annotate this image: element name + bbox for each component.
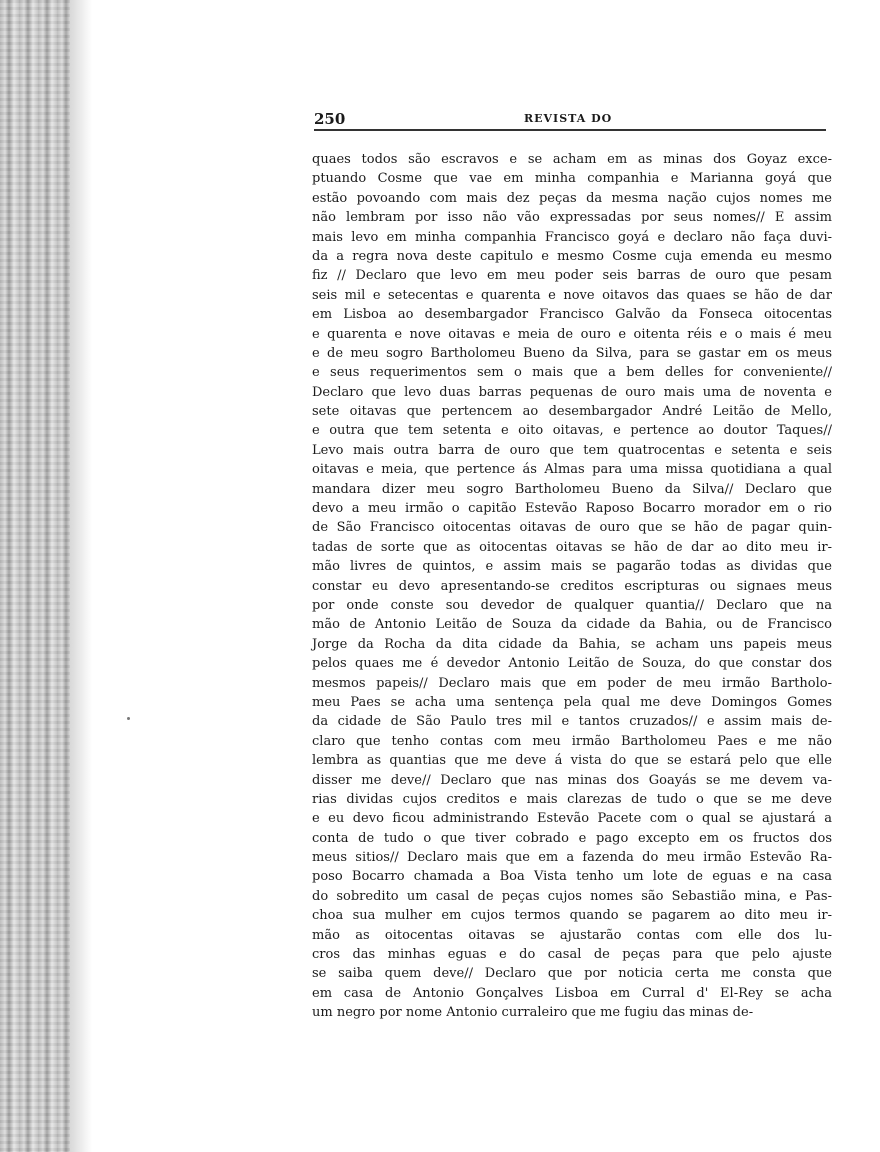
text-line: da a regra nova deste capitulo e mesmo Cosme cuja emenda eu mesmo <box>312 248 832 264</box>
text-line: Levo mais outra barra de ouro que tem quatrocentas e setenta e seis <box>312 442 832 458</box>
text-line: pelos quaes me é devedor Antonio Leitão de Souza, do que constar dos <box>312 656 832 672</box>
text-line: choa sua mulher em cujos termos quando se pagarem ao dito meu ir- <box>312 908 832 924</box>
text-line: por onde conste sou devedor de qualquer quantia// Declaro que na <box>312 597 832 613</box>
text-line: em casa de Antonio Gonçalves Lisboa em Curral d' El-Rey se acha <box>312 985 832 1001</box>
text-line: rias dividas cujos creditos e mais clarezas de tudo o que se me deve <box>312 791 832 807</box>
text-line: constar eu devo apresentando-se creditos escripturas ou signaes meus <box>312 578 832 594</box>
text-line: poso Bocarro chamada a Boa Vista tenho um lote de eguas e na casa <box>312 869 832 885</box>
text-line: meus sitios// Declaro mais que em a fazenda do meu irmão Estevão Ra- <box>312 850 832 866</box>
text-line: e eu devo ficou administrando Estevão Pacete com o qual se ajustará a <box>312 811 832 827</box>
body-text <box>312 150 832 1023</box>
text-line: meu Paes se acha uma sentença pela qual me deve Domingos Gomes <box>312 694 832 710</box>
text-line: disser me deve// Declaro que nas minas dos Goayás se me devem va- <box>312 772 832 788</box>
text-line: claro que tenho contas com meu irmão Bartholomeu Paes e me não <box>312 733 832 749</box>
text-line: da cidade de São Paulo tres mil e tantos cruzados// e assim mais de- <box>312 714 832 730</box>
text-line: cros das minhas eguas e do casal de peças para que pelo ajuste <box>312 947 832 963</box>
text-line: mão livres de quintos, e assim mais se pagarão todas as dividas que <box>312 559 832 575</box>
text-line: não lembram por isso não vão expressadas por seus nomes// E assim <box>312 210 832 226</box>
text-line: mesmos papeis// Declaro mais que em poder de meu irmão Bartholo- <box>312 675 832 691</box>
running-title: REVISTA DO <box>524 112 613 125</box>
text-line: seis mil e setecentas e quarenta e nove oitavos das quaes se hão de dar <box>312 287 832 303</box>
text-line: conta de tudo o que tiver cobrado e pago excepto em os fructos dos <box>312 830 832 846</box>
book-spine-edge <box>0 0 70 1152</box>
text-line: Jorge da Rocha da dita cidade da Bahia, se acham uns papeis meus <box>312 636 832 652</box>
text-line: mandara dizer meu sogro Bartholomeu Bueno da Silva// Declaro que <box>312 481 832 497</box>
page-gutter-shadow <box>70 0 92 1152</box>
text-line: do sobredito um casal de peças cujos nomes são Sebastião mina, e Pas- <box>312 888 832 904</box>
page-header <box>314 110 826 130</box>
text-line: um negro por nome Antonio curraleiro que me fugiu das minas de- <box>312 1005 754 1021</box>
paper-speck <box>127 717 130 720</box>
text-line: de São Francisco oitocentas oitavas de ouro que se hão de pagar quin- <box>312 520 832 536</box>
text-line: e seus requerimentos sem o mais que a bem delles for conveniente// <box>312 365 832 381</box>
text-line: tadas de sorte que as oitocentas oitavas se hão de dar ao dito meu ir- <box>312 539 832 555</box>
text-line: mão de Antonio Leitão de Souza da cidade da Bahia, ou de Francisco <box>312 617 832 633</box>
text-line: fiz // Declaro que levo em meu poder seis barras de ouro que pesam <box>312 268 832 284</box>
text-line: lembra as quantias que me deve á vista do que se estará pelo que elle <box>312 753 832 769</box>
header-rule <box>314 129 826 131</box>
text-line: sete oitavas que pertencem ao desembargador André Leitão de Mello, <box>312 404 832 420</box>
text-line: devo a meu irmão o capitão Estevão Raposo Bocarro morador em o rio <box>312 501 832 517</box>
text-line: Declaro que levo duas barras pequenas de ouro mais uma de noventa e <box>312 384 832 400</box>
text-line: oitavas e meia, que pertence ás Almas para uma missa quotidiana a qual <box>312 462 832 478</box>
text-line: se saiba quem deve// Declaro que por noticia certa me consta que <box>312 966 832 982</box>
text-line: mão as oitocentas oitavas se ajustarão contas com elle dos lu- <box>312 927 832 943</box>
text-line: quaes todos são escravos e se acham em as minas dos Goyaz exce- <box>312 152 832 167</box>
text-line: estão povoando com mais dez peças da mesma nação cujos nomes me <box>312 190 832 206</box>
text-line: mais levo em minha companhia Francisco goyá e declaro não faça duvi- <box>312 229 832 245</box>
text-line: em Lisboa ao desembargador Francisco Galvão da Fonseca oitocentas <box>312 307 832 323</box>
text-line: e de meu sogro Bartholomeu Bueno da Silva, para se gastar em os meus <box>312 345 832 361</box>
page-number: 250 <box>314 110 346 128</box>
text-line: ptuando Cosme que vae em minha companhia e Marianna goyá que <box>312 171 832 187</box>
text-line: e outra que tem setenta e oito oitavas, e pertence ao doutor Taques// <box>312 423 832 439</box>
text-line: e quarenta e nove oitavas e meia de ouro e oitenta réis e o mais é meu <box>312 326 832 342</box>
